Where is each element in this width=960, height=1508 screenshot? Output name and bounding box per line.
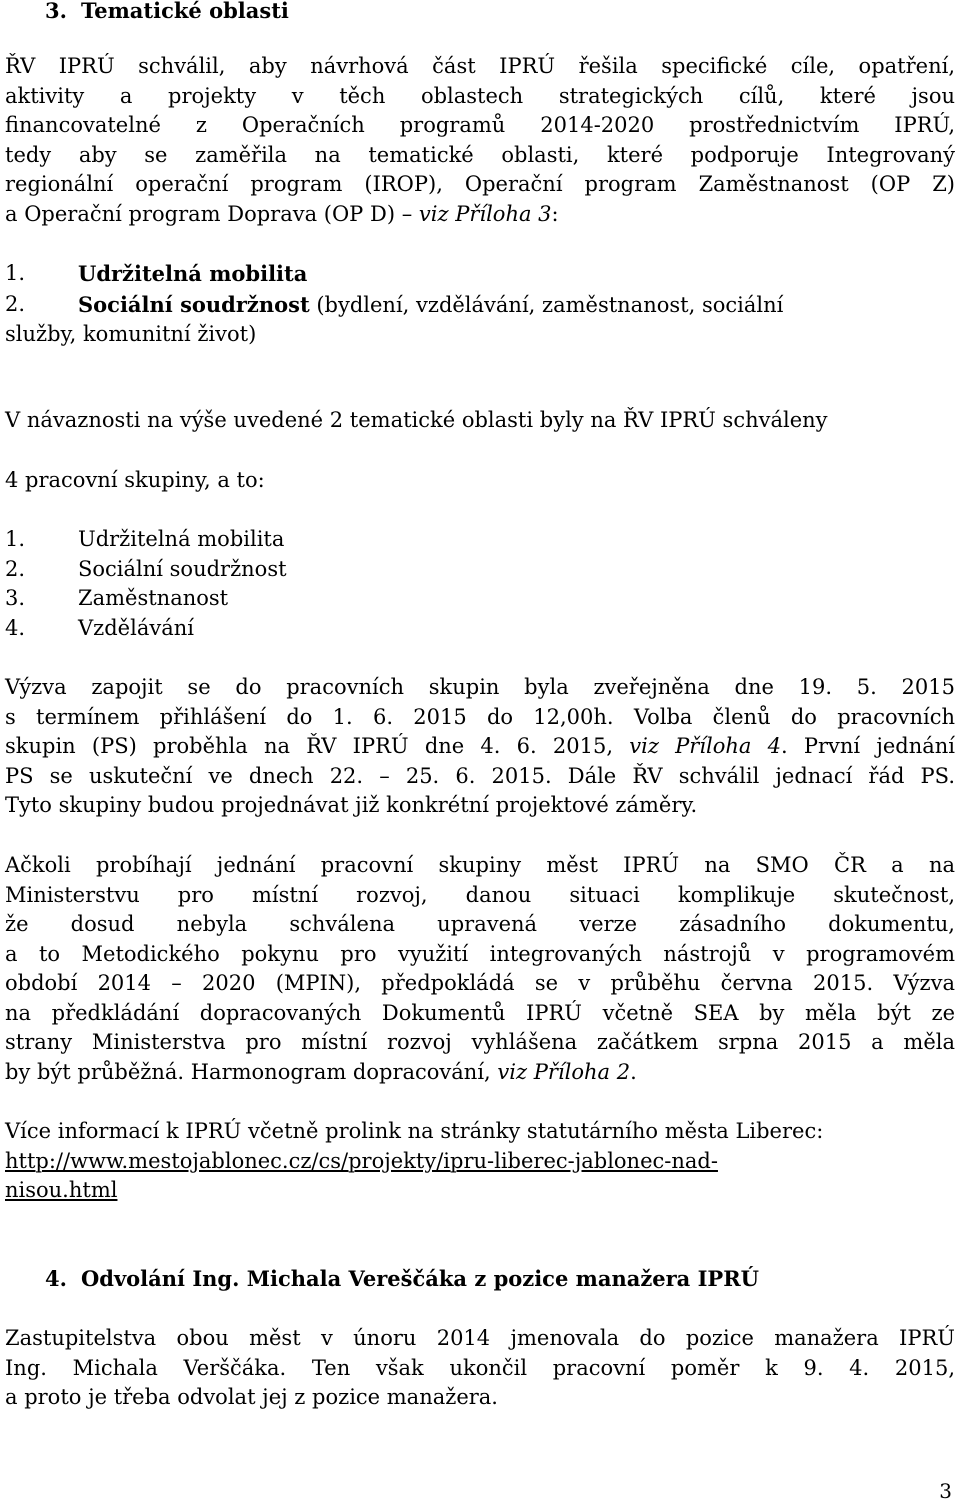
text-fragment: . První jednání (780, 734, 956, 758)
text-line: aktivity a projekty v těch oblastech strategických cílů, které jsou (5, 83, 955, 108)
appendix-reference: viz Příloha 2 (497, 1059, 631, 1084)
website-link-cont[interactable]: nisou.html (5, 1178, 118, 1202)
theme-name: Udržitelná mobilita (78, 261, 308, 286)
text-line: PS se uskuteční ve dnech 22. – 25. 6. 2015. Dále ŘV schválil jednací řád PS. (5, 763, 955, 788)
call-paragraph (5, 673, 955, 821)
list-number: 2. (5, 556, 26, 581)
text-line: strany Ministerstva pro místní rozvoj vyhlášena začátkem srpna 2015 a měla (5, 1030, 955, 1054)
section-title: Tematické oblasti (81, 0, 289, 23)
text-line: 4 pracovní skupiny, a to: (5, 468, 265, 492)
text-line: a proto je třeba odvolat jej z pozice manažera. (5, 1385, 498, 1409)
text-line: Ministerstvu pro místní rozvoj, danou situaci komplikuje skutečnost, (5, 882, 955, 907)
colon: : (551, 201, 559, 226)
text-line: s termínem přihlášení do 1. 6. 2015 do 12,00h. Volba členů do pracovních (5, 704, 955, 729)
text-line: a to Metodického pokynu pro využití integrovaných nástrojů v programovém (5, 941, 955, 966)
text-line: ŘV IPRÚ schválil, aby návrhová část IPRÚ řešila specifické cíle, opatření, (5, 54, 955, 78)
text-fragment: a Operační program Doprava (OP D) (5, 201, 402, 226)
section-title: Odvolání Ing. Michala Vereščáka z pozice manažera IPRÚ (81, 1266, 759, 1291)
group-name: Zaměstnanost (78, 586, 229, 610)
list-item (5, 584, 955, 614)
text-fragment: . (630, 1059, 637, 1084)
list-number: 4. (5, 615, 26, 640)
text-line: Ing. Michala Verščáka. Ten však ukončil pracovní poměr k 9. 4. 2015, (5, 1355, 955, 1380)
section-3-heading (45, 0, 289, 26)
text-line: Tyto skupiny budou projednávat již konkrétní projektové záměry. (5, 793, 698, 817)
list-number: 2. (5, 291, 26, 316)
groups-list (5, 525, 955, 643)
section-number: 4. (45, 1266, 67, 1291)
list-item (5, 290, 955, 321)
groups-intro-cont (5, 466, 955, 496)
groups-intro (5, 406, 955, 436)
appendix-reference: viz Příloha 3 (418, 201, 552, 226)
text-line: tedy aby se zaměřila na tematické oblasti, které podporuje Integrovaný (5, 142, 955, 167)
themes-list (5, 259, 955, 350)
text-line: Více informací k IPRÚ včetně prolink na stránky statutárního města Liberec: (5, 1119, 824, 1143)
section-4-paragraph (5, 1324, 955, 1413)
text-line: služby, komunitní život) (5, 322, 257, 346)
text-line (5, 200, 955, 230)
list-item (5, 259, 955, 290)
list-item (5, 614, 955, 644)
text-line: Ačkoli probíhají jednání pracovní skupiny měst IPRÚ na SMO ČR a na (5, 853, 955, 877)
list-item (5, 555, 955, 585)
list-number: 3. (5, 586, 26, 610)
theme-name: Sociální soudržnost (78, 291, 310, 317)
text-line: V návaznosti na výše uvedené 2 tematické oblasti byly na ŘV IPRÚ schváleny (5, 408, 828, 432)
website-link[interactable]: http://www.mestojablonec.cz/cs/projekty/ipru-liberec-jablonec-nad- (5, 1148, 718, 1173)
group-name: Vzdělávání (78, 615, 194, 640)
intro-paragraph (5, 52, 955, 229)
page-number: 3 (939, 1478, 952, 1503)
list-number: 1. (5, 261, 26, 285)
section-4-heading (45, 1264, 759, 1294)
text-line: na předkládání dopracovaných Dokumentů IPRÚ včetně SEA by měla být ze (5, 1000, 955, 1025)
text-line: financovatelné z Operačních programů 2014-2020 prostřednictvím IPRÚ, (5, 113, 955, 137)
text-line (5, 1176, 955, 1206)
section-number: 3. (45, 0, 67, 23)
list-number: 1. (5, 527, 26, 551)
text-line: že dosud nebyla schválena upravená verze zásadního dokumentu, (5, 912, 955, 936)
text-fragment: by být průběžná. Harmonogram dopracování, (5, 1059, 498, 1084)
text-line: Zastupitelstva obou měst v únoru 2014 jmenovala do pozice manažera IPRÚ (5, 1326, 955, 1350)
text-fragment: skupin (PS) proběhla na ŘV IPRÚ dne 4. 6. 2015, (5, 734, 630, 758)
text-line (5, 1058, 955, 1088)
text-line: regionální operační program (IROP), Operační program Zaměstnanost (OP Z) (5, 172, 955, 196)
list-item (5, 525, 955, 555)
ministry-paragraph (5, 851, 955, 1087)
group-name: Sociální soudržnost (78, 556, 287, 581)
text-line: období 2014 – 2020 (MPIN), předpokládá se v průběhu června 2015. Výzva (5, 971, 955, 995)
text-line (5, 732, 955, 762)
dash: – (401, 201, 413, 226)
appendix-reference: viz Příloha 4 (629, 734, 781, 758)
info-paragraph (5, 1117, 955, 1206)
theme-description: (bydlení, vzdělávání, zaměstnanost, sociální (309, 292, 784, 317)
group-name: Udržitelná mobilita (78, 527, 285, 551)
text-line (5, 1147, 955, 1177)
text-line: Výzva zapojit se do pracovních skupin byla zveřejněna dne 19. 5. 2015 (5, 675, 955, 699)
